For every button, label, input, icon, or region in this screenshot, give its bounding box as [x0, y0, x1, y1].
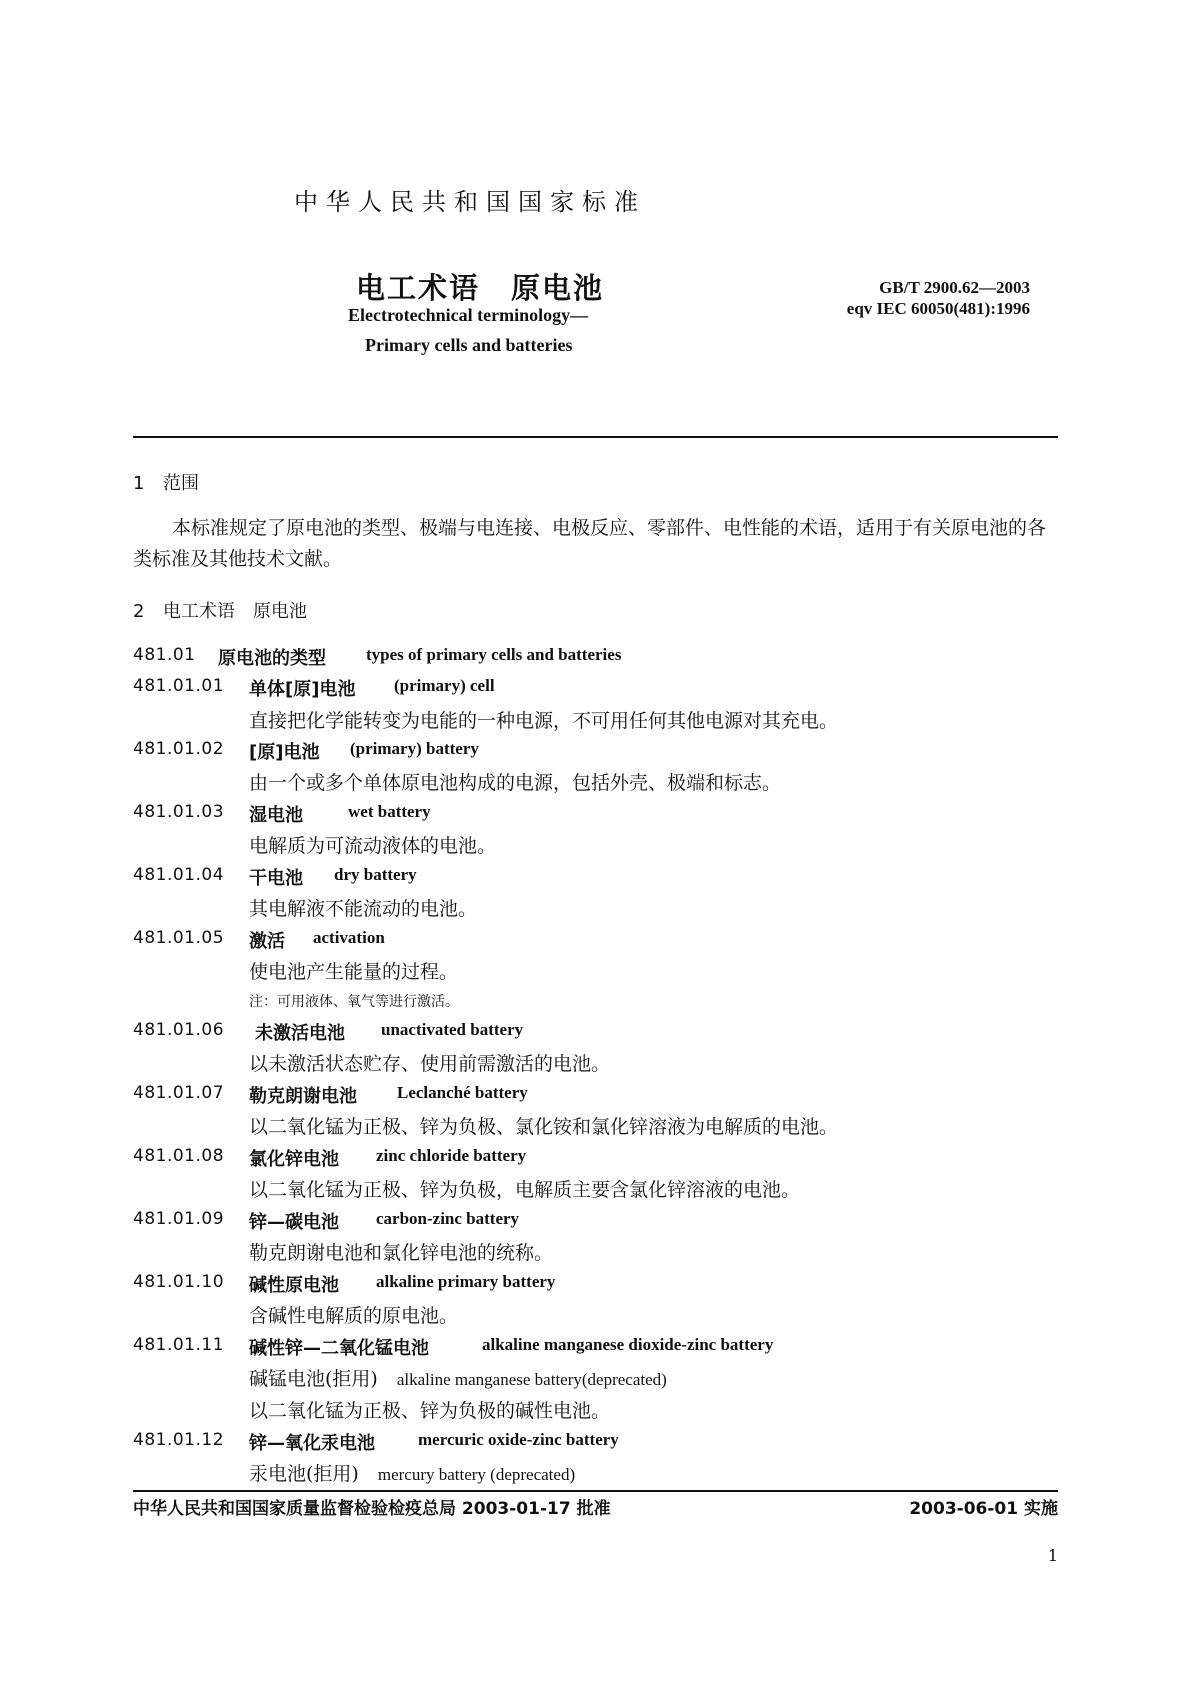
entry-term-zh: 碱性原电池: [249, 1275, 339, 1296]
entry-definition: 含碱性电解质的原电池。: [249, 1305, 459, 1327]
entry-note: 注：可用液体、氧气等进行激活。: [249, 994, 459, 1010]
entry-term-zh: 湿电池: [249, 805, 303, 826]
entry-term-en: (primary) cell: [394, 676, 495, 695]
standard-code: GB/T 2900.62—2003: [879, 278, 1030, 297]
entry-definition: 勒克朗谢电池和氯化锌电池的统称。: [249, 1242, 554, 1264]
national-standard-heading: 中华人民共和国国家标准: [294, 188, 646, 216]
entry-term-en: dry battery: [334, 865, 417, 884]
document-title-zh: 电工术语 原电池: [356, 271, 605, 305]
entry-definition: 使电池产生能量的过程。: [249, 961, 459, 983]
document-title-en-line1: Electrotechnical terminology—: [348, 305, 589, 325]
entry-number: 481.01.06: [133, 1020, 225, 1040]
entry-number: 481.01.02: [133, 739, 225, 759]
header-divider: [133, 436, 1058, 438]
deprecated-term-zh: 碱锰电池(拒用): [249, 1368, 378, 1390]
effective-date: 2003-06-01 实施: [909, 1499, 1058, 1519]
deprecated-term-en: mercury battery (deprecated): [377, 1465, 576, 1484]
entry-number: 481.01.07: [133, 1083, 225, 1103]
group-title-en: types of primary cells and batteries: [366, 645, 622, 664]
entry-term-zh: 未激活电池: [255, 1023, 345, 1044]
entry-term-en: Leclanché battery: [397, 1083, 528, 1102]
footer-divider: [133, 1490, 1058, 1492]
entry-number: 481.01.05: [133, 928, 225, 948]
entry-definition: 以二氧化锰为正极、锌为负极，电解质主要含氯化锌溶液的电池。: [249, 1179, 801, 1201]
entry-term-zh: 激活: [249, 931, 285, 952]
group-title-zh: 原电池的类型: [218, 648, 326, 669]
entry-number: 481.01.04: [133, 865, 225, 885]
deprecated-term-en: alkaline manganese battery(deprecated): [396, 1370, 667, 1389]
entry-definition: 电解质为可流动液体的电池。: [249, 835, 497, 857]
section-title: 电工术语 原电池: [163, 601, 307, 622]
entry-term-en: wet battery: [348, 802, 431, 821]
equivalent-standard-code: eqv IEC 60050(481):1996: [846, 299, 1030, 318]
section-title: 范围: [163, 473, 199, 494]
entry-definition: 以二氧化锰为正极、锌为负极的碱性电池。: [249, 1400, 611, 1422]
entry-term-en: activation: [313, 928, 385, 947]
approval-line: 中华人民共和国国家质量监督检验检疫总局 2003-01-17 批准: [133, 1499, 611, 1519]
entry-term-zh: 碱性锌—二氧化锰电池: [249, 1338, 429, 1359]
entry-term-en: (primary) battery: [350, 739, 479, 758]
entry-term-en: carbon-zinc battery: [376, 1209, 520, 1228]
section-2-heading: [133, 597, 307, 623]
entry-definition: 以二氧化锰为正极、锌为负极、氯化铵和氯化锌溶液为电解质的电池。: [249, 1116, 839, 1138]
entry-term-en: unactivated battery: [381, 1020, 524, 1039]
entry-term-zh: [原]电池: [249, 742, 320, 763]
entry-deprecated-term: [249, 1364, 667, 1391]
entry-number: 481.01.12: [133, 1430, 225, 1450]
entry-number: 481.01.03: [133, 802, 225, 822]
entry-number: 481.01.01: [133, 676, 225, 696]
entry-term-en: alkaline primary battery: [376, 1272, 556, 1291]
entry-definition: 其电解液不能流动的电池。: [249, 898, 478, 920]
section-number: 1: [133, 473, 145, 494]
scope-paragraph: 本标准规定了原电池的类型、极端与电连接、电极反应、零部件、电性能的术语，适用于有关原电池的各类标准及其他技术文献。: [133, 517, 1047, 570]
entry-definition: 直接把化学能转变为电能的一种电源，不可用任何其他电源对其充电。: [249, 710, 839, 732]
entry-term-zh: 勒克朗谢电池: [249, 1086, 357, 1107]
entry-number: 481.01.11: [133, 1335, 225, 1355]
entry-term-en: alkaline manganese dioxide-zinc battery: [482, 1335, 774, 1354]
document-title-en-line2: Primary cells and batteries: [365, 335, 573, 355]
entry-term-en: zinc chloride battery: [376, 1146, 527, 1165]
entry-number: 481.01.10: [133, 1272, 225, 1292]
group-number: 481.01: [133, 645, 196, 665]
entry-number: 481.01.09: [133, 1209, 225, 1229]
section-number: 2: [133, 601, 145, 622]
deprecated-term-zh: 汞电池(拒用): [249, 1463, 359, 1485]
entry-definition: 由一个或多个单体原电池构成的电源，包括外壳、极端和标志。: [249, 772, 782, 794]
entry-deprecated-term: [249, 1459, 575, 1486]
entry-term-zh: 氯化锌电池: [249, 1149, 339, 1170]
entry-term-en: mercuric oxide-zinc battery: [418, 1430, 619, 1449]
entry-term-zh: 单体[原]电池: [249, 679, 356, 700]
entry-term-zh: 锌—氧化汞电池: [249, 1433, 375, 1454]
entry-number: 481.01.08: [133, 1146, 225, 1166]
page-number: 1: [1047, 1546, 1058, 1565]
entry-term-zh: 锌—碳电池: [249, 1212, 339, 1233]
entry-term-zh: 干电池: [249, 868, 303, 889]
section-1-heading: [133, 469, 199, 495]
entry-definition: 以未激活状态贮存、使用前需激活的电池。: [249, 1053, 611, 1075]
